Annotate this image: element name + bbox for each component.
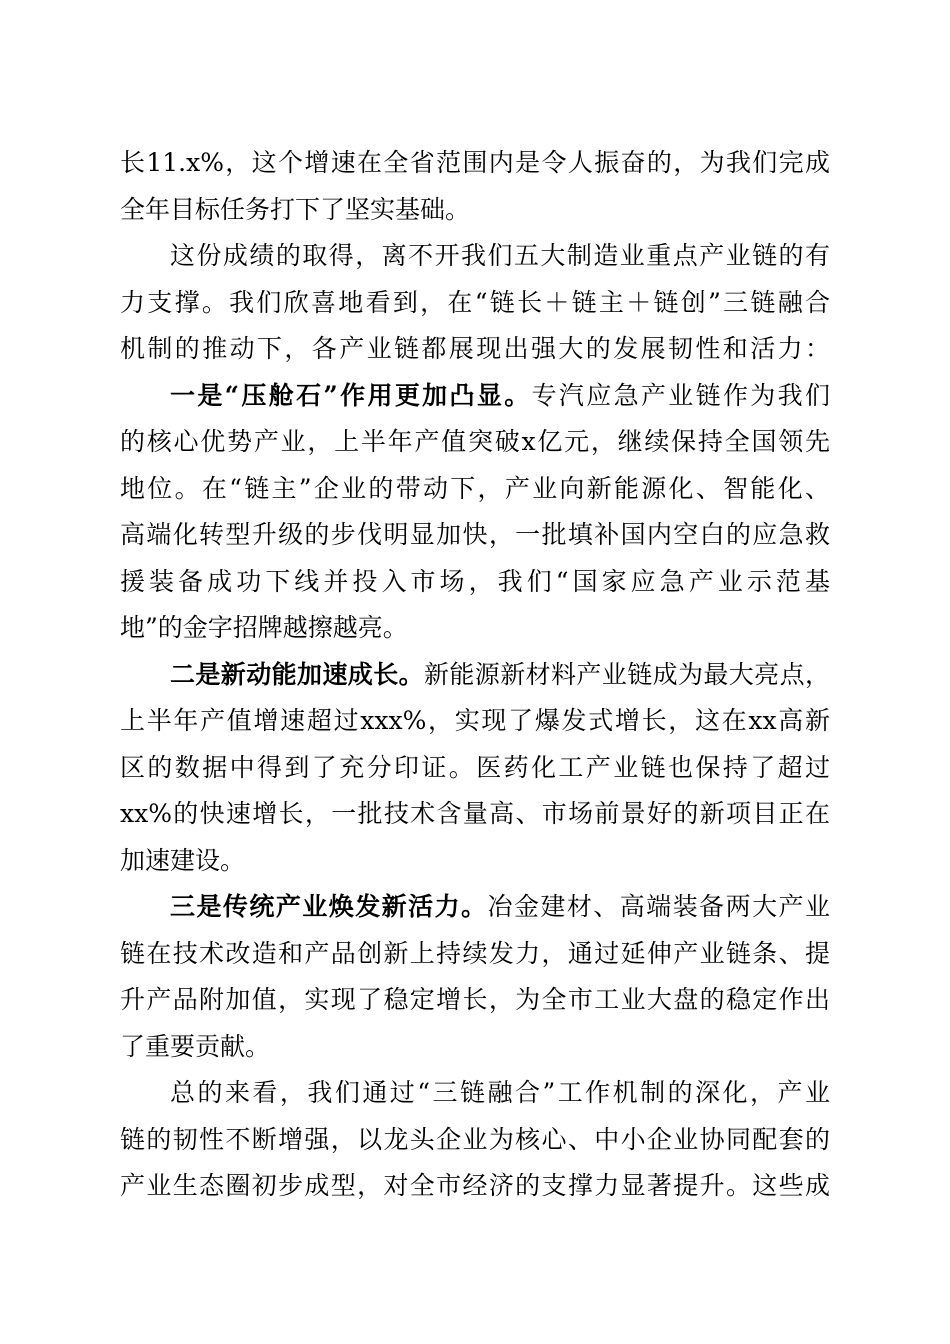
text-line [120, 608, 830, 648]
text-line [120, 1120, 830, 1160]
line-text: 产业生态圈初步成型，对全市经济的支撑力显著提升。这些成 [120, 1171, 830, 1200]
text-line [120, 515, 830, 555]
text-line [120, 841, 830, 881]
line-text: 升产品附加值，实现了稳定增长，为全市工业大盘的稳定作出 [120, 985, 830, 1014]
line-text: 地位。在“链主”企业的带动下，产业向新能源化、智能化、 [120, 474, 830, 503]
line-text: 力支撑。我们欣喜地看到，在“链长＋链主＋链创”三链融合 [120, 288, 830, 317]
text-line [120, 422, 830, 462]
text-line [120, 469, 830, 509]
line-text: 上半年产值增速超过xxx%，实现了爆发式增长，这在xx高新 [120, 706, 830, 735]
point-heading: 一是“压舱石”作用更加凸显。 [170, 381, 532, 410]
line-text: 机制的推动下，各产业链都展现出强大的发展韧性和活力： [120, 334, 830, 363]
text-line [120, 143, 830, 183]
line-text: 新能源新材料产业链成为最大亮点， [424, 660, 830, 689]
point-heading: 二是新动能加速成长。 [170, 660, 424, 689]
text-line [120, 934, 830, 974]
paragraph-first-line [170, 236, 830, 276]
paragraph-first-line [170, 887, 830, 927]
text-line [120, 190, 830, 230]
line-text: 地”的金字招牌越擦越亮。 [120, 613, 408, 642]
line-text: 的核心优势产业，上半年产值突破x亿元，继续保持全国领先 [120, 427, 830, 456]
paragraph-first-line [170, 655, 830, 695]
line-text: 冶金建材、高端装备两大产业 [487, 892, 830, 921]
text-line [120, 794, 830, 834]
text-line [120, 980, 830, 1020]
text-line [120, 701, 830, 741]
line-text: 高端化转型升级的步伐明显加快，一批填补国内空白的应急救 [120, 520, 830, 549]
text-line [120, 329, 830, 369]
line-text: 援装备成功下线并投入市场，我们“国家应急产业示范基 [120, 567, 830, 596]
text-line [120, 1166, 830, 1206]
text-line [120, 1027, 830, 1067]
line-text: 区的数据中得到了充分印证。医药化工产业链也保持了超过 [120, 753, 830, 782]
line-text: 这份成绩的取得，离不开我们五大制造业重点产业链的有 [170, 241, 830, 270]
line-text: 总的来看，我们通过“三链融合”工作机制的深化，产业 [170, 1078, 830, 1107]
line-text: xx%的快速增长，一批技术含量高、市场前景好的新项目正在 [120, 799, 830, 828]
line-text: 长11.x%，这个增速在全省范围内是令人振奋的，为我们完成 [120, 148, 830, 177]
line-text: 全年目标任务打下了坚实基础。 [120, 195, 471, 224]
line-text: 链在技术改造和产品创新上持续发力，通过延伸产业链条、提 [120, 939, 830, 968]
line-text: 了重要贡献。 [120, 1032, 271, 1061]
paragraph-first-line [170, 1073, 830, 1113]
text-line [120, 562, 830, 602]
paragraph-first-line [170, 376, 830, 416]
text-line [120, 748, 830, 788]
line-text: 链的韧性不断增强，以龙头企业为核心、中小企业协同配套的 [120, 1125, 830, 1154]
point-heading: 三是传统产业焕发新活力。 [170, 892, 488, 921]
line-text: 专汽应急产业链作为我们 [531, 381, 830, 410]
line-text: 加速建设。 [120, 846, 246, 875]
text-line [120, 283, 830, 323]
